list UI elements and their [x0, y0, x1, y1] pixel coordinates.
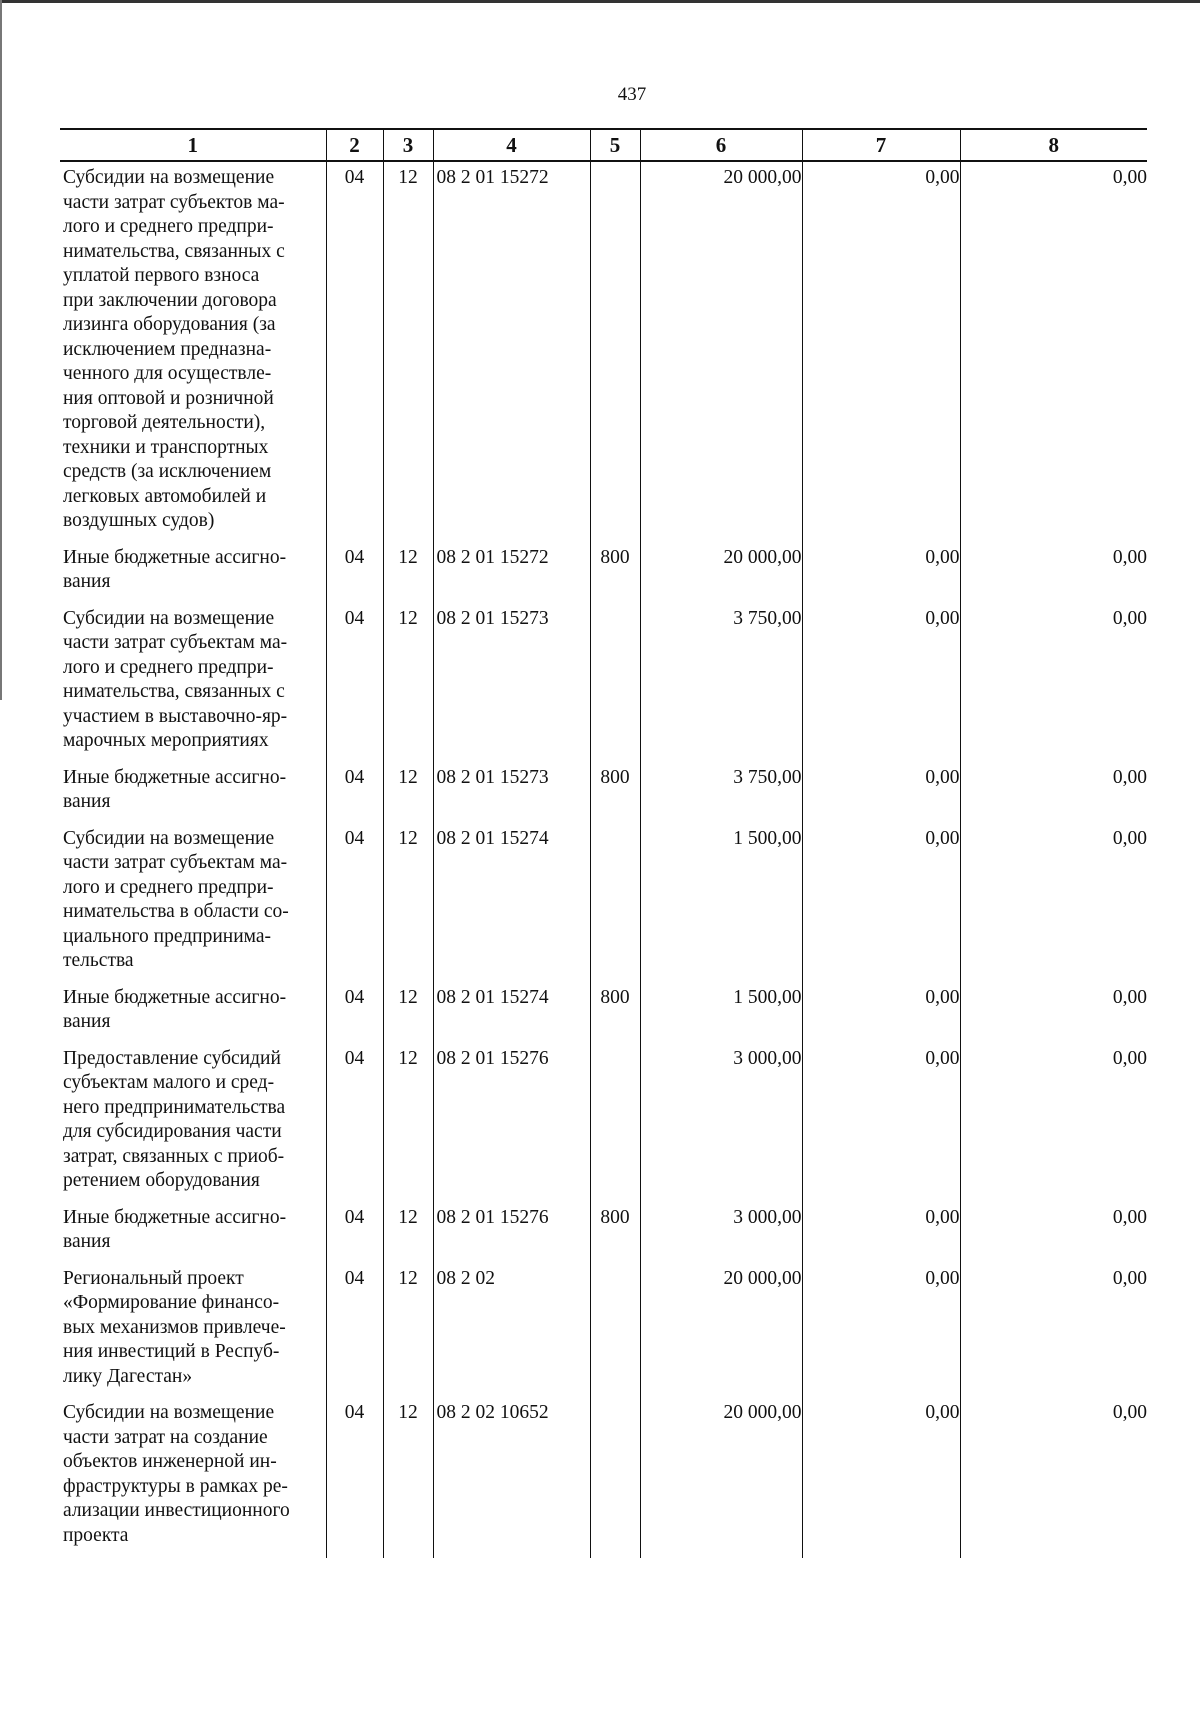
row-name-line: торговой деятельности), [63, 412, 266, 433]
row-name-line: ния инвестиций в Респуб- [63, 1341, 280, 1362]
row-name-line: Иные бюджетные ассигно- [63, 546, 287, 568]
target-article-cell: 08 2 02 [433, 1265, 590, 1400]
row-name-line: для субсидирования части [63, 1121, 282, 1142]
section-code-cell: 04 [326, 1045, 383, 1204]
target-article-cell: 08 2 01 15276 [433, 1204, 590, 1265]
amount-col8-cell: 0,00 [960, 544, 1147, 605]
row-name-line: воздушных судов) [63, 510, 215, 531]
amount-col6-cell: 20 000,00 [640, 1265, 802, 1400]
row-name-line: части затрат на создание [63, 1426, 268, 1448]
scan-top-edge [0, 0, 1200, 3]
amount-col8-cell: 0,00 [960, 161, 1147, 544]
row-name-line: лого и среднего предпри- [63, 216, 274, 237]
amount-col7-cell: 0,00 [802, 605, 960, 764]
expense-type-cell [590, 1265, 640, 1400]
row-name-line: лику Дагестан» [63, 1365, 193, 1387]
row-name-line: ретением оборудования [63, 1170, 260, 1191]
table-row [60, 825, 1147, 984]
row-name-line: субъектам малого и сред- [63, 1072, 275, 1093]
amount-col8-cell: 0,00 [960, 1399, 1147, 1558]
row-name-line: участием в выставочно-яр- [63, 705, 288, 727]
row-name-line: ализации инвестиционного [63, 1500, 290, 1521]
column-header: 6 [640, 129, 802, 161]
subsection-code-cell: 12 [383, 161, 433, 544]
section-code-cell: 04 [326, 1265, 383, 1400]
row-name-line: вания [63, 791, 111, 812]
row-name-line: лого и среднего предпри- [63, 656, 274, 678]
expense-type-cell [590, 1399, 640, 1558]
row-name-line: части затрат субъектам ма- [63, 632, 288, 653]
section-code-cell: 04 [326, 984, 383, 1045]
table-row [60, 1045, 1147, 1204]
row-name-cell [60, 1204, 326, 1265]
row-name-line: техники и транспортных [63, 436, 269, 458]
row-name-line: вания [63, 1011, 111, 1032]
row-name-line: вых механизмов привлече- [63, 1316, 286, 1338]
subsection-code-cell: 12 [383, 825, 433, 984]
table-row [60, 1265, 1147, 1400]
section-code-cell: 04 [326, 1204, 383, 1265]
row-name-line: средств (за исключением [63, 461, 272, 482]
amount-col6-cell: 1 500,00 [640, 984, 802, 1045]
row-name-line: Иные бюджетные ассигно- [63, 766, 287, 788]
row-name-line: Субсидии на возмещение [63, 1402, 275, 1423]
amount-col6-cell: 20 000,00 [640, 544, 802, 605]
table-row [60, 1399, 1147, 1558]
row-name-line: «Формирование финансо- [63, 1292, 280, 1313]
amount-col6-cell: 1 500,00 [640, 825, 802, 984]
amount-col7-cell: 0,00 [802, 1204, 960, 1265]
column-header: 1 [60, 129, 326, 161]
table-row [60, 1204, 1147, 1265]
table-body [60, 161, 1147, 1558]
row-name-cell [60, 161, 326, 544]
subsection-code-cell: 12 [383, 605, 433, 764]
subsection-code-cell: 12 [383, 1204, 433, 1265]
row-name-line: Субсидии на возмещение [63, 167, 275, 188]
section-code-cell: 04 [326, 764, 383, 825]
target-article-cell: 08 2 01 15274 [433, 984, 590, 1045]
row-name-cell [60, 605, 326, 764]
amount-col8-cell: 0,00 [960, 605, 1147, 764]
table-row [60, 984, 1147, 1045]
subsection-code-cell: 12 [383, 984, 433, 1045]
row-name-line: циального предпринима- [63, 925, 271, 947]
row-name-line: исключением предназна- [63, 338, 272, 360]
row-name-line: затрат, связанных с приоб- [63, 1145, 285, 1167]
row-name-cell [60, 1399, 326, 1558]
subsection-code-cell: 12 [383, 544, 433, 605]
row-name-cell [60, 825, 326, 984]
table-row [60, 161, 1147, 544]
amount-col7-cell: 0,00 [802, 825, 960, 984]
row-name-line: легковых автомобилей и [63, 485, 267, 507]
table-row [60, 544, 1147, 605]
expense-type-cell [590, 825, 640, 984]
row-name-line: ния оптовой и розничной [63, 387, 274, 409]
section-code-cell: 04 [326, 1399, 383, 1558]
amount-col6-cell: 3 750,00 [640, 605, 802, 764]
expense-type-cell: 800 [590, 544, 640, 605]
amount-col6-cell: 20 000,00 [640, 161, 802, 544]
table-row [60, 764, 1147, 825]
expense-type-cell [590, 1045, 640, 1204]
row-name-line: проекта [63, 1524, 129, 1546]
column-header: 4 [433, 129, 590, 161]
row-name-line: нимательства в области со- [63, 901, 289, 922]
amount-col8-cell: 0,00 [960, 1045, 1147, 1204]
subsection-code-cell: 12 [383, 1399, 433, 1558]
row-name-line: Субсидии на возмещение [63, 827, 275, 849]
target-article-cell: 08 2 02 10652 [433, 1399, 590, 1558]
amount-col6-cell: 3 000,00 [640, 1204, 802, 1265]
row-name-cell [60, 1045, 326, 1204]
amount-col7-cell: 0,00 [802, 1265, 960, 1400]
expense-type-cell: 800 [590, 1204, 640, 1265]
row-name-line: Иные бюджетные ассигно- [63, 986, 287, 1008]
expense-type-cell [590, 605, 640, 764]
row-name-line: уплатой первого взноса [63, 265, 260, 286]
row-name-line: при заключении договора [63, 289, 277, 311]
budget-table [60, 128, 1147, 1558]
row-name-line: лого и среднего предпри- [63, 876, 274, 898]
row-name-cell [60, 764, 326, 825]
row-name-line: марочных мероприятиях [63, 730, 269, 751]
row-name-line: вания [63, 1231, 111, 1252]
section-code-cell: 04 [326, 825, 383, 984]
amount-col8-cell: 0,00 [960, 825, 1147, 984]
amount-col8-cell: 0,00 [960, 984, 1147, 1045]
column-header: 7 [802, 129, 960, 161]
subsection-code-cell: 12 [383, 764, 433, 825]
row-name-line: лизинга оборудования (за [63, 314, 276, 335]
target-article-cell: 08 2 01 15276 [433, 1045, 590, 1204]
row-name-line: Предоставление субсидий [63, 1047, 281, 1069]
target-article-cell: 08 2 01 15273 [433, 764, 590, 825]
amount-col7-cell: 0,00 [802, 161, 960, 544]
row-name-line: нимательства, связанных с [63, 681, 285, 702]
expense-type-cell: 800 [590, 764, 640, 825]
row-name-cell [60, 544, 326, 605]
amount-col7-cell: 0,00 [802, 984, 960, 1045]
section-code-cell: 04 [326, 544, 383, 605]
row-name-line: вания [63, 571, 111, 592]
page-number: 437 [617, 84, 647, 105]
table-row [60, 605, 1147, 764]
expense-type-cell: 800 [590, 984, 640, 1045]
section-code-cell: 04 [326, 605, 383, 764]
target-article-cell: 08 2 01 15272 [433, 161, 590, 544]
amount-col7-cell: 0,00 [802, 1399, 960, 1558]
row-name-line: части затрат субъектам ма- [63, 852, 288, 873]
row-name-line: него предпринимательства [63, 1096, 286, 1118]
column-header: 2 [326, 129, 383, 161]
amount-col7-cell: 0,00 [802, 1045, 960, 1204]
target-article-cell: 08 2 01 15272 [433, 544, 590, 605]
row-name-line: ченного для осуществле- [63, 363, 272, 384]
amount-col6-cell: 20 000,00 [640, 1399, 802, 1558]
subsection-code-cell: 12 [383, 1265, 433, 1400]
row-name-line: части затрат субъектов ма- [63, 191, 285, 213]
expense-type-cell [590, 161, 640, 544]
column-header: 5 [590, 129, 640, 161]
row-name-line: фраструктуры в рамках ре- [63, 1475, 288, 1497]
amount-col7-cell: 0,00 [802, 544, 960, 605]
column-header: 8 [960, 129, 1147, 161]
row-name-line: Региональный проект [63, 1267, 244, 1289]
amount-col6-cell: 3 750,00 [640, 764, 802, 825]
amount-col8-cell: 0,00 [960, 764, 1147, 825]
table-header-row [60, 129, 1147, 161]
row-name-line: Субсидии на возмещение [63, 607, 275, 629]
amount-col8-cell: 0,00 [960, 1204, 1147, 1265]
row-name-line: нимательства, связанных с [63, 240, 285, 262]
subsection-code-cell: 12 [383, 1045, 433, 1204]
target-article-cell: 08 2 01 15273 [433, 605, 590, 764]
row-name-line: объектов инженерной ин- [63, 1451, 277, 1472]
row-name-line: Иные бюджетные ассигно- [63, 1206, 287, 1228]
column-header: 3 [383, 129, 433, 161]
section-code-cell: 04 [326, 161, 383, 544]
amount-col8-cell: 0,00 [960, 1265, 1147, 1400]
amount-col7-cell: 0,00 [802, 764, 960, 825]
row-name-cell [60, 1265, 326, 1400]
amount-col6-cell: 3 000,00 [640, 1045, 802, 1204]
row-name-line: тельства [63, 950, 134, 971]
target-article-cell: 08 2 01 15274 [433, 825, 590, 984]
row-name-cell [60, 984, 326, 1045]
